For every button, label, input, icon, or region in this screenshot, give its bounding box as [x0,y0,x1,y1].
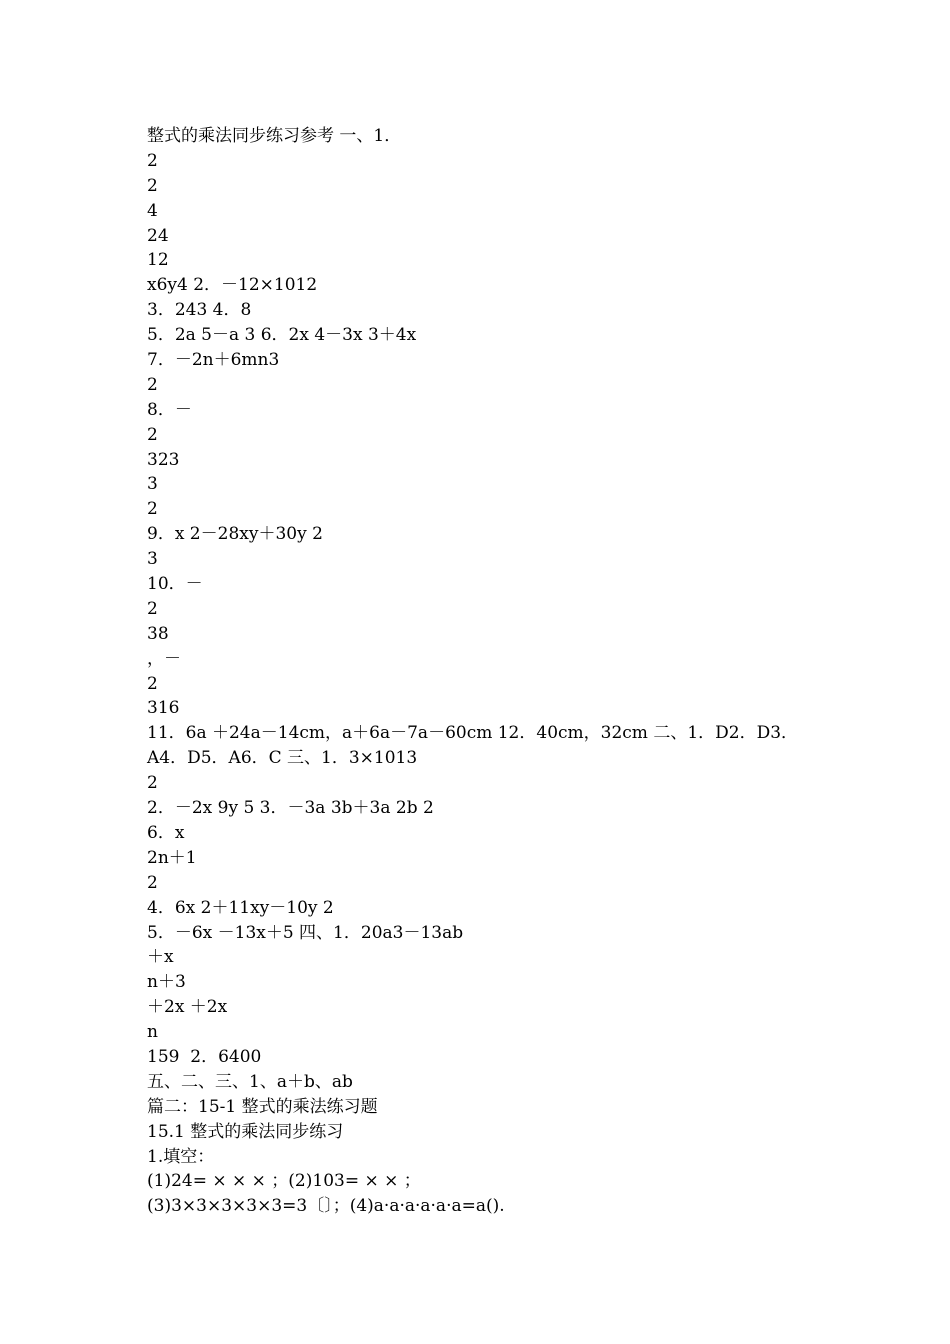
text-line: ＋x [147,947,174,968]
text-line: 篇二：15-1 整式的乘法练习题 [147,1096,378,1117]
text-line: 4 [147,200,158,221]
text-line: 15.1 整式的乘法同步练习 [147,1121,344,1142]
text-line: (1)24= × × × ；(2)103= × × ； [147,1171,421,1192]
text-line: 5．2a 5－a 3 6．2x 4－3x 3＋4x [147,325,417,346]
text-line: 11．6a ＋24a－14cm，a＋6a－7a－60cm 12．40cm，32cm 二、1．D2．D3． [147,723,799,744]
text-line: n＋3 [147,972,186,993]
text-line: 五、二、三、1、a＋b、ab [147,1071,353,1092]
text-line: 7．－2n＋6mn3 [147,350,280,371]
text-line: 3 [147,549,158,570]
text-line: 2n＋1 [147,847,197,868]
document-body [147,124,827,1219]
text-line: 4．6x 2＋11xy－10y 2 [147,897,334,918]
text-line: 2 [147,598,158,619]
text-line: 8．－ [147,399,192,420]
text-line: 9．x 2－28xy＋30y 2 [147,524,323,545]
text-line: A4．D5．A6．C 三、1．3×1013 [147,748,418,769]
text-line: 整式的乘法同步练习参考 一、1． [147,126,402,146]
text-line: 38 [147,623,169,644]
text-line: 2．－2x 9y 5 3．－3a 3b＋3a 2b 2 [147,798,434,819]
text-line: ＋2x ＋2x [147,997,228,1018]
text-line: 316 [147,698,180,719]
text-line: 323 [147,449,180,470]
text-line: n [147,1022,158,1043]
text-line: 1.填空： [147,1146,215,1167]
text-line: 2 [147,150,158,171]
text-line: 2 [147,773,158,794]
text-line: 6．x [147,822,185,843]
text-line: 10．－ [147,574,203,595]
text-line: 12 [147,250,169,271]
text-line: 2 [147,499,158,520]
text-line: 5．－6x －13x＋5 四、1．20a3－13ab [147,922,464,943]
text-line: 3 [147,474,158,495]
text-line: 2 [147,673,158,694]
text-line: 2 [147,175,158,196]
text-line: 24 [147,225,169,246]
text-line: x6y4 2．－12×1012 [147,275,318,296]
text-line: 2 [147,424,158,445]
text-line: 2 [147,374,158,395]
text-line: 2 [147,872,158,893]
text-line: (3)3×3×3×3×3=3〔〕；(4)a·a·a·a·a·a=a(). [147,1196,505,1217]
text-line: 159 2．6400 [147,1046,262,1067]
text-line: ，－ [147,648,181,669]
text-line: 3．243 4．8 [147,300,252,321]
